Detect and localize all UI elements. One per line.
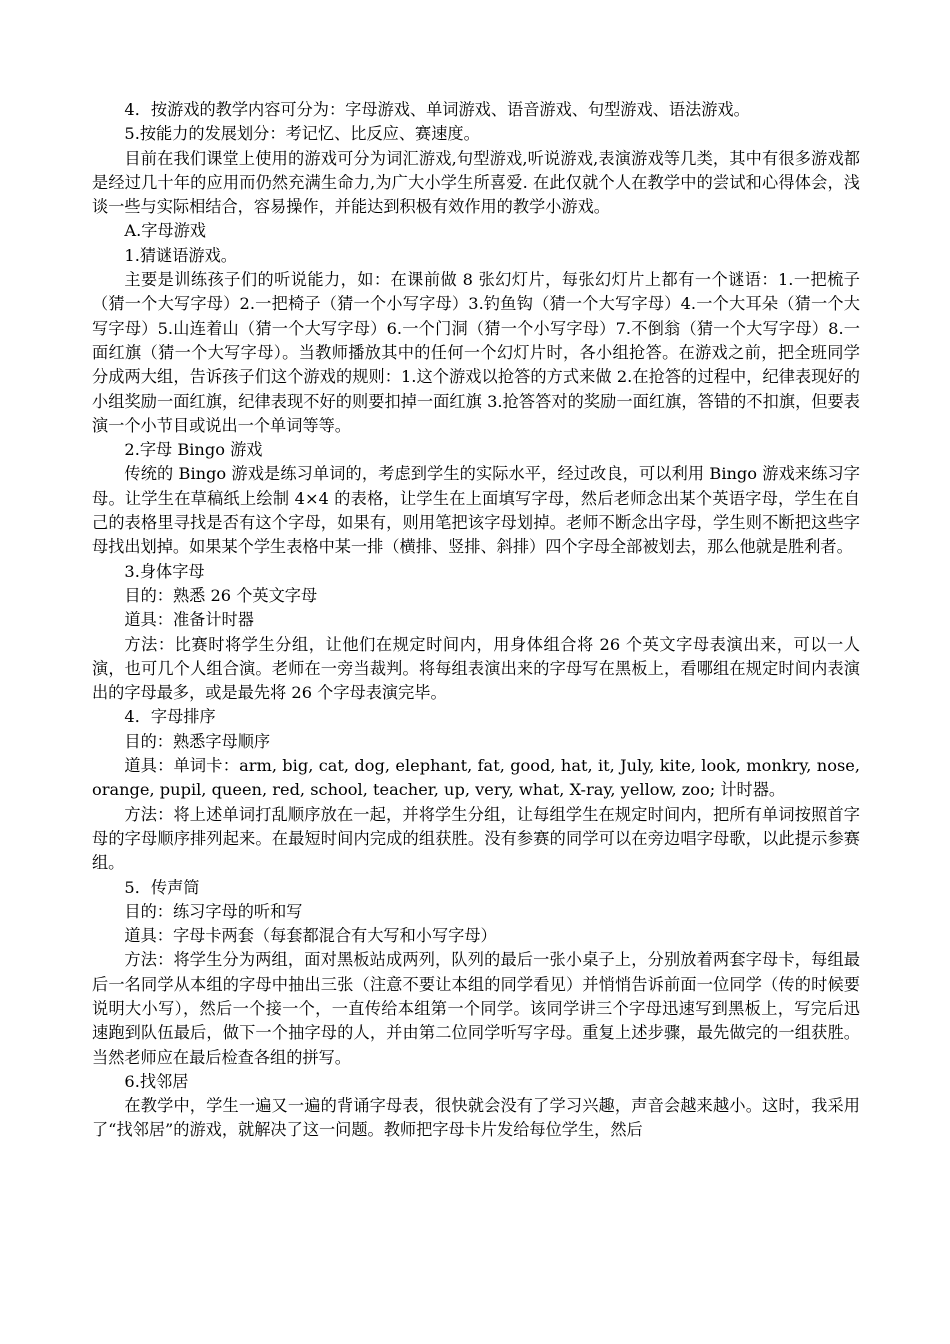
- paragraph-classification-by-ability: 5.按能力的发展划分：考记忆、比反应、赛速度。: [124, 124, 480, 144]
- game-title-find-neighbor: 6.找邻居: [124, 1071, 189, 1091]
- paragraph-classification-by-content: 4．按游戏的教学内容可分为：字母游戏、单词游戏、语音游戏、句型游戏、语法游戏。: [124, 100, 750, 119]
- section-heading-letter-games: A.字母游戏: [124, 221, 206, 241]
- game-title-bingo: 2.字母 Bingo 游戏: [124, 440, 263, 460]
- game-title-body-letters: 3.身体字母: [124, 561, 205, 581]
- telephone-purpose: 目的：练习字母的听和写: [124, 901, 303, 921]
- game-title-letter-order: 4．字母排序: [124, 707, 216, 727]
- paragraph-riddle-game: 主要是训练孩子们的听说能力，如：在课前做 8 张幻灯片，每张幻灯片上都有一个谜语：1.一把梳子（猜一个大写字母）2.一把椅子（猜一个小写字母）3.钓鱼钩（猜一个大写字母）4.一个大耳朵（猜一个大写字母）5.山连着山（猜一个大写字母）6.一个门洞（猜一个小写字母）7.不倒翁（猜一个大写字母）8.一面红旗（猜一个大写字母）。当教师播放其中的任何一个幻灯片时，各小组抢答。在游戏之前，把全班同学分成两大组，告诉孩子们这个游戏的规则：1.这个游戏以抢答的方式来做 2.在抢答的过程中，纪律表现好的小组奖励一面红旗，纪律表现不好的则要扣掉一面红旗 3.抢答答对的奖励一面红旗，答错的不扣旗，但要表演一个小节目或说出一个单词等等。: [92, 270, 860, 435]
- game-title-telephone: 5．传声筒: [124, 877, 200, 897]
- paragraph-intro: 目前在我们课堂上使用的游戏可分为词汇游戏,句型游戏,听说游戏,表演游戏等几类，其中有很多游戏都是经过几十年的应用而仍然充满生命力,为广大小学生所喜爱. 在此仅就个人在教学中的尝试和心得体会，浅谈一些与实际相结合，容易操作，并能达到积极有效作用的教学小游戏。: [92, 148, 860, 217]
- letter-order-purpose: 目的：熟悉字母顺序: [124, 731, 271, 751]
- body-letters-props: 道具：准备计时器: [124, 610, 254, 630]
- find-neighbor-description: 在教学中，学生一遍又一遍的背诵字母表，很快就会没有了学习兴趣，声音会越来越小。这时，我采用了“找邻居”的游戏，就解决了这一问题。教师把字母卡片发给每位学生，然后: [92, 1096, 860, 1140]
- telephone-method: 方法：将学生分为两组，面对黑板站成两列，队列的最后一张小桌子上，分别放着两套字母卡，每组最后一名同学从本组的字母中抽出三张（注意不要让本组的同学看见）并悄悄告诉前面一位同学（传的时候要说明大小写），然后一个接一个，一直传给本组第一个同学。该同学讲三个字母迅速写到黑板上，写完后迅速跑到队伍最后，做下一个抽字母的人，并由第二位同学听写字母。重复上述步骤，最先做完的一组获胜。当然老师应在最后检查各组的拼写。: [92, 950, 860, 1067]
- game-title-riddle: 1.猜谜语游戏。: [124, 245, 237, 265]
- telephone-props: 道具：字母卡两套（每套都混合有大写和小写字母）: [124, 926, 497, 946]
- paragraph-bingo-game: 传统的 Bingo 游戏是练习单词的，考虑到学生的实际水平，经过改良，可以利用 Bingo 游戏来练习字母。让学生在草稿纸上绘制 4×4 的表格，让学生在上面填写字母，然后老师念出某个英语字母，学生在自己的表格里寻找是否有这个字母，如果有，则用笔把该字母划掉。老师不断念出字母，学生则不断把这些字母找出划掉。如果某个学生表格中某一排（横排、竖排、斜排）四个字母全部被划去，那么他就是胜利者。: [92, 464, 860, 557]
- body-letters-method: 方法：比赛时将学生分组，让他们在规定时间内，用身体组合将 26 个英文字母表演出来，可以一人演，也可几个人组合演。老师在一旁当裁判。将每组表演出来的字母写在黑板上，看哪组在规定时间内表演出的字母最多，或是最先将 26 个字母表演完毕。: [92, 634, 860, 703]
- letter-order-method: 方法：将上述单词打乱顺序放在一起，并将学生分组，让每组学生在规定时间内，把所有单词按照首字母的字母顺序排列起来。在最短时间内完成的组获胜。没有参赛的同学可以在旁边唱字母歌，以此提示参赛组。: [92, 804, 860, 873]
- letter-order-props: 道具：单词卡：arm, big, cat, dog, elephant, fat, good, hat, it, July, kite, look, monkry, nose, orange, pupil, queen, red, school, teacher, up, very, what, X-ray, yellow, zoo; 计时器。: [92, 756, 860, 800]
- body-letters-purpose: 目的：熟悉 26 个英文字母: [124, 585, 318, 605]
